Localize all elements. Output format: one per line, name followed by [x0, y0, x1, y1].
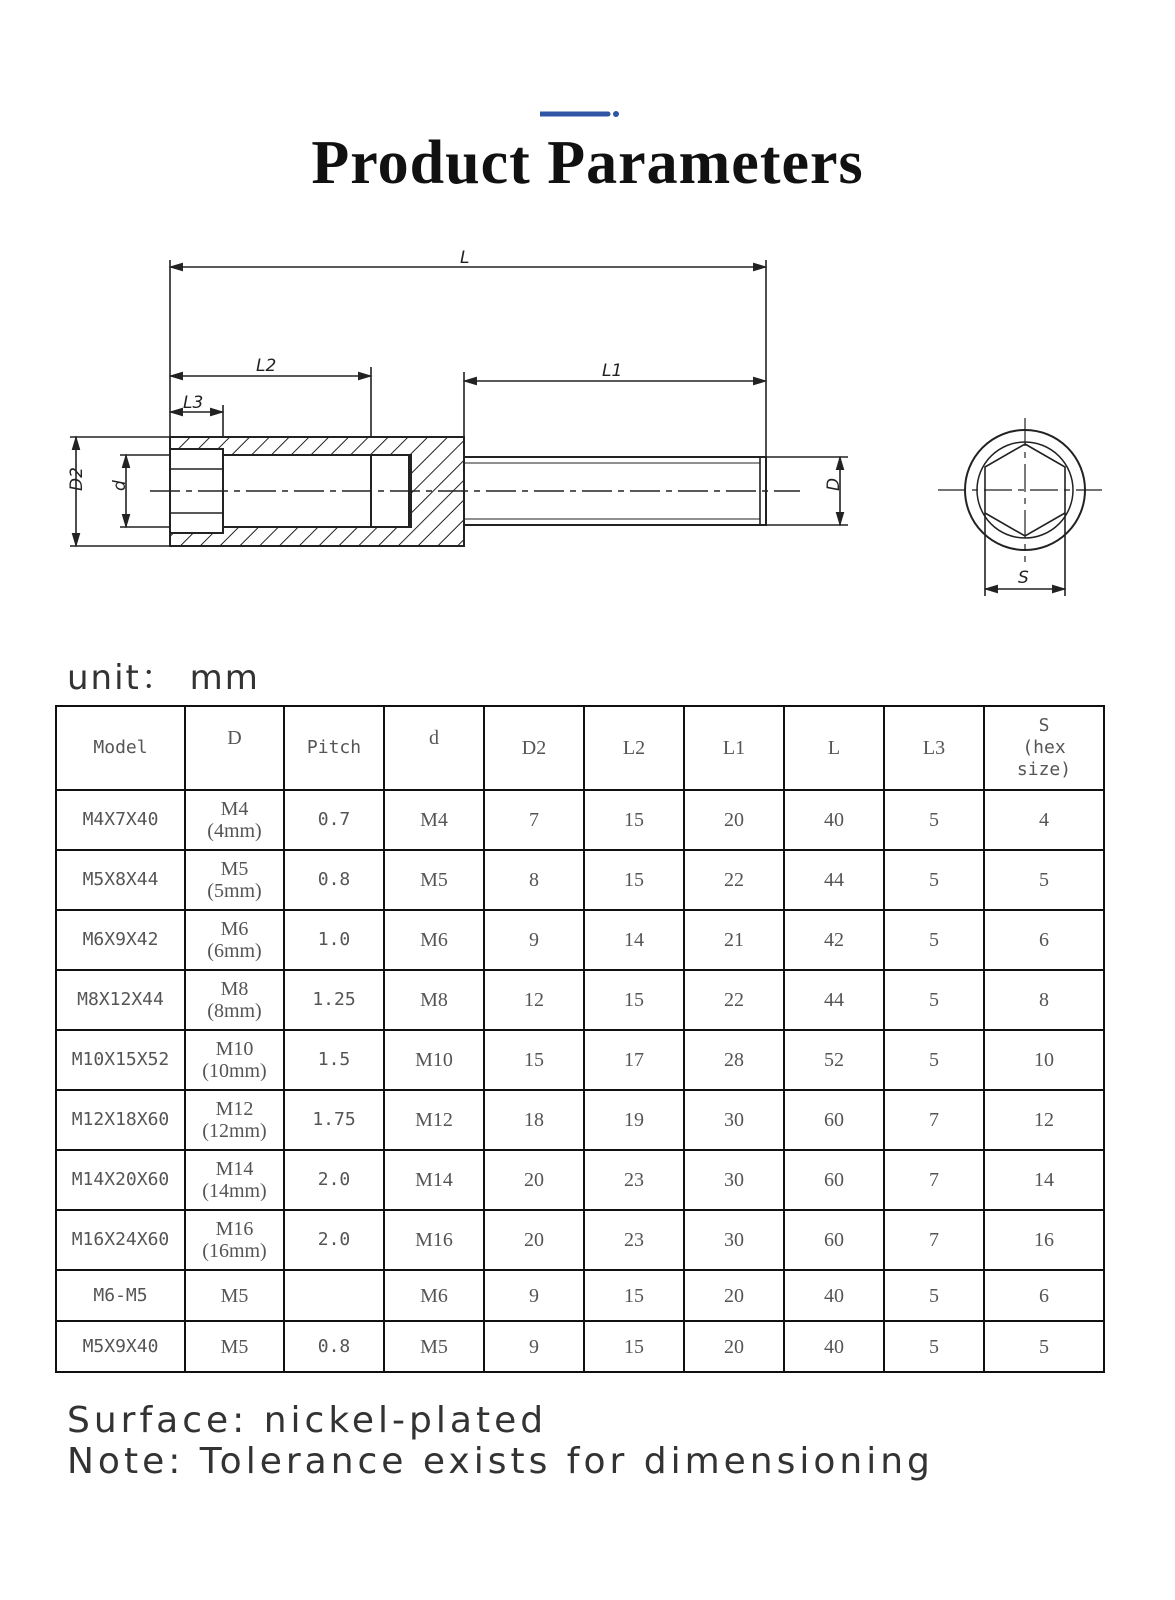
cell-pitch: 1.75 — [284, 1090, 384, 1150]
cell-L1: 22 — [684, 970, 784, 1030]
cell-D: M10 (10mm) — [185, 1030, 284, 1090]
cell-D: M5 — [185, 1270, 284, 1321]
table-row — [56, 1210, 1104, 1270]
dim-label-S: S — [1018, 568, 1029, 588]
cell-L1: 30 — [684, 1210, 784, 1270]
dim-label-D2: D2 — [67, 467, 87, 491]
cell-L1: 28 — [684, 1030, 784, 1090]
page-title: Product Parameters — [311, 129, 864, 197]
cell-d: M5 — [384, 850, 484, 910]
dim-label-L: L — [460, 250, 470, 268]
cell-D: M14 (14mm) — [185, 1150, 284, 1210]
cell-model: M12X18X60 — [56, 1090, 185, 1150]
dim-label-L3: L3 — [183, 393, 204, 413]
cell-L1: 30 — [684, 1150, 784, 1210]
cell-L2: 15 — [584, 970, 684, 1030]
notes-block — [67, 1400, 934, 1482]
cell-D: M8 (8mm) — [185, 970, 284, 1030]
cell-L: 40 — [784, 1270, 884, 1321]
header-d: d — [384, 706, 484, 790]
cell-d: M8 — [384, 970, 484, 1030]
cell-S: 6 — [984, 910, 1104, 970]
cell-D2: 20 — [484, 1150, 584, 1210]
dim-label-d: d — [110, 480, 130, 491]
cell-pitch: 0.8 — [284, 1321, 384, 1372]
table-row — [56, 1150, 1104, 1210]
unit-label: unit： mm — [67, 658, 260, 698]
cell-L3: 5 — [884, 1270, 984, 1321]
cell-L2: 17 — [584, 1030, 684, 1090]
cell-S: 14 — [984, 1150, 1104, 1210]
header-pitch: Pitch — [284, 706, 384, 790]
cell-L1: 20 — [684, 790, 784, 850]
cell-d: M14 — [384, 1150, 484, 1210]
cell-d: M16 — [384, 1210, 484, 1270]
cell-L2: 23 — [584, 1210, 684, 1270]
cell-L2: 15 — [584, 1321, 684, 1372]
cell-L2: 15 — [584, 850, 684, 910]
cell-pitch: 2.0 — [284, 1210, 384, 1270]
cell-d: M4 — [384, 790, 484, 850]
cell-L1: 22 — [684, 850, 784, 910]
cell-D2: 15 — [484, 1030, 584, 1090]
cell-L3: 5 — [884, 850, 984, 910]
cell-L: 44 — [784, 850, 884, 910]
cell-model: M16X24X60 — [56, 1210, 185, 1270]
table-row — [56, 1090, 1104, 1150]
table-row — [56, 1321, 1104, 1372]
cell-S: 16 — [984, 1210, 1104, 1270]
cell-d: M10 — [384, 1030, 484, 1090]
header-D: D — [185, 706, 284, 790]
cell-L2: 15 — [584, 790, 684, 850]
cell-L2: 14 — [584, 910, 684, 970]
cell-L2: 23 — [584, 1150, 684, 1210]
cell-model: M6X9X42 — [56, 910, 185, 970]
cell-S: 5 — [984, 1321, 1104, 1372]
table-header-row — [56, 706, 1104, 790]
cell-L: 60 — [784, 1210, 884, 1270]
cell-L: 42 — [784, 910, 884, 970]
cell-D2: 18 — [484, 1090, 584, 1150]
cell-D2: 9 — [484, 1321, 584, 1372]
cell-D2: 7 — [484, 790, 584, 850]
cell-L3: 7 — [884, 1090, 984, 1150]
cell-D2: 9 — [484, 1270, 584, 1321]
table-row — [56, 970, 1104, 1030]
cell-d: M12 — [384, 1090, 484, 1150]
cell-L1: 20 — [684, 1270, 784, 1321]
dim-label-D: D — [824, 477, 844, 491]
cell-S: 5 — [984, 850, 1104, 910]
cell-S: 12 — [984, 1090, 1104, 1150]
cell-L: 52 — [784, 1030, 884, 1090]
cell-pitch — [284, 1270, 384, 1321]
cell-D2: 8 — [484, 850, 584, 910]
cell-model: M6-M5 — [56, 1270, 185, 1321]
cell-S: 4 — [984, 790, 1104, 850]
header-S: S (hex size) — [984, 706, 1104, 790]
cell-L3: 7 — [884, 1150, 984, 1210]
header-L: L — [784, 706, 884, 790]
cell-model: M8X12X44 — [56, 970, 185, 1030]
cell-D: M5 (5mm) — [185, 850, 284, 910]
cell-pitch: 1.25 — [284, 970, 384, 1030]
table-row — [56, 1270, 1104, 1321]
cell-pitch: 1.0 — [284, 910, 384, 970]
cell-D: M4 (4mm) — [185, 790, 284, 850]
table-row — [56, 1030, 1104, 1090]
cell-S: 10 — [984, 1030, 1104, 1090]
table-row — [56, 790, 1104, 850]
cell-d: M6 — [384, 910, 484, 970]
cell-D2: 9 — [484, 910, 584, 970]
cell-L: 60 — [784, 1090, 884, 1150]
cell-S: 8 — [984, 970, 1104, 1030]
cell-L2: 15 — [584, 1270, 684, 1321]
tolerance-note: Note: Tolerance exists for dimensioning — [67, 1441, 934, 1482]
parameters-table — [55, 705, 1105, 1373]
cell-pitch: 1.5 — [284, 1030, 384, 1090]
cell-L: 40 — [784, 1321, 884, 1372]
cell-L1: 20 — [684, 1321, 784, 1372]
cell-d: M5 — [384, 1321, 484, 1372]
cell-model: M5X8X44 — [56, 850, 185, 910]
cell-model: M14X20X60 — [56, 1150, 185, 1210]
header-D2: D2 — [484, 706, 584, 790]
table-row — [56, 910, 1104, 970]
title-accent-bar — [540, 110, 625, 120]
cell-L1: 21 — [684, 910, 784, 970]
cell-L: 40 — [784, 790, 884, 850]
cell-S: 6 — [984, 1270, 1104, 1321]
cell-L1: 30 — [684, 1090, 784, 1150]
cell-L2: 19 — [584, 1090, 684, 1150]
cell-L3: 5 — [884, 910, 984, 970]
surface-note: Surface: nickel-plated — [67, 1400, 548, 1441]
cell-L3: 5 — [884, 1321, 984, 1372]
dim-label-L1: L1 — [602, 361, 623, 381]
cell-pitch: 2.0 — [284, 1150, 384, 1210]
cell-model: M4X7X40 — [56, 790, 185, 850]
cell-pitch: 0.7 — [284, 790, 384, 850]
cell-L3: 5 — [884, 1030, 984, 1090]
cell-pitch: 0.8 — [284, 850, 384, 910]
cell-D2: 12 — [484, 970, 584, 1030]
header-L1: L1 — [684, 706, 784, 790]
technical-drawing — [40, 250, 1130, 620]
cell-d: M6 — [384, 1270, 484, 1321]
cell-D: M5 — [185, 1321, 284, 1372]
cell-L: 60 — [784, 1150, 884, 1210]
header-L2: L2 — [584, 706, 684, 790]
cell-model: M10X15X52 — [56, 1030, 185, 1090]
cell-model: M5X9X40 — [56, 1321, 185, 1372]
cell-L3: 5 — [884, 970, 984, 1030]
dim-label-L2: L2 — [256, 356, 277, 376]
header-L3: L3 — [884, 706, 984, 790]
cell-D: M6 (6mm) — [185, 910, 284, 970]
cell-D2: 20 — [484, 1210, 584, 1270]
cell-L: 44 — [784, 970, 884, 1030]
cell-L3: 7 — [884, 1210, 984, 1270]
cell-L3: 5 — [884, 790, 984, 850]
header-model: Model — [56, 706, 185, 790]
table-row — [56, 850, 1104, 910]
cell-D: M12 (12mm) — [185, 1090, 284, 1150]
cell-D: M16 (16mm) — [185, 1210, 284, 1270]
